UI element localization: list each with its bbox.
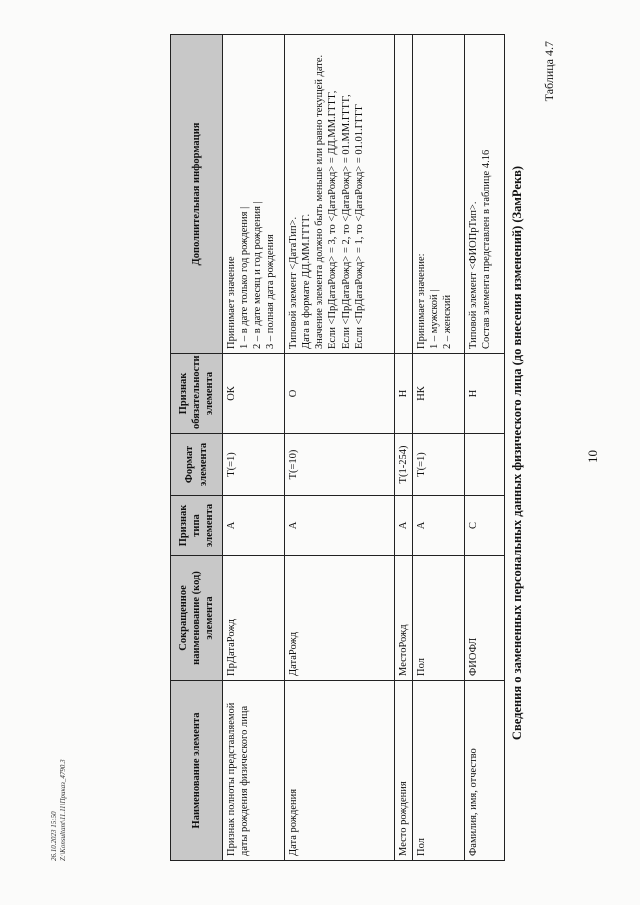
- info-line: Состав элемента представлен в таблице 4.16: [481, 149, 493, 349]
- info-line: 2 – женский: [442, 294, 454, 349]
- cell-code: ФИОФЛ: [465, 556, 505, 681]
- cell-type: С: [465, 496, 505, 556]
- cell-format: Т(=10): [285, 434, 395, 496]
- cell-required: О: [285, 354, 395, 434]
- info-line: 3 – полная дата рождения: [265, 234, 277, 349]
- info-line: Если <ПрДатаРожд> = 2, то <ДатаРожд> = 01.ММ.ГГГГ,: [340, 94, 352, 349]
- cell-name: Признак полноты представляемой даты рождения физического лица: [223, 681, 285, 861]
- cell-code: Пол: [413, 556, 465, 681]
- cell-type: А: [285, 496, 395, 556]
- info-line: Если <ПрДатаРожд> = 3, то <ДатаРожд> = ДД.ММ.ГГГГ,: [327, 90, 339, 349]
- rotated-content: [20, 23, 620, 883]
- header-info: Дополнительная информация: [171, 35, 223, 354]
- cell-code: ДатаРожд: [285, 556, 395, 681]
- cell-info: [465, 35, 505, 354]
- table-row: [465, 35, 505, 861]
- cell-info: [285, 35, 395, 354]
- info-line: Принимает значение: [226, 256, 237, 349]
- header-name: Наименование элемента: [171, 681, 223, 861]
- header-required: Признак обязательности элемента: [171, 354, 223, 434]
- cell-type: А: [395, 496, 413, 556]
- cell-name: Фамилия, имя, отчество: [465, 681, 505, 861]
- cell-name: Дата рождения: [285, 681, 395, 861]
- cell-type: А: [223, 496, 285, 556]
- cell-type: А: [413, 496, 465, 556]
- page-number: 10: [585, 450, 600, 463]
- header-code: Сокращенное наименование (код) элемента: [171, 556, 223, 681]
- cell-required: ОК: [223, 354, 285, 434]
- cell-format: [465, 434, 505, 496]
- header-row: [171, 35, 223, 861]
- table-row: [395, 35, 413, 861]
- cell-code: МестоРожд: [395, 556, 413, 681]
- info-line: Если <ПрДатаРожд> = 1, то <ДатаРожд> = 01.01.ГГГГ: [353, 104, 365, 349]
- stamp-date: 26.10.2023 15:50: [50, 811, 58, 861]
- info-line: 1 – в дате только год рождения |: [239, 206, 251, 349]
- info-line: Принимает значение:: [416, 253, 428, 349]
- cell-format: Т(=1): [413, 434, 465, 496]
- table-title: Сведения о замененных персональных данных физического лица (до внесения изменений) (ЗамРекв): [510, 165, 524, 741]
- header-format: Формат элемента: [171, 434, 223, 496]
- info-line: 2 – в дате месяц и год рождения |: [252, 201, 264, 349]
- print-stamp: [50, 759, 68, 861]
- cell-required: Н: [465, 354, 505, 434]
- cell-info: [395, 35, 413, 354]
- info-line: Значение элемента должно быть меньше или равно текущей дате.: [314, 54, 326, 349]
- info-line: Дата в формате ДД.ММ.ГГГГ.: [301, 213, 313, 349]
- stamp-path: Z:\Konsultant\11.11\Приказ_4790.3: [59, 759, 68, 861]
- info-line: Типовой элемент <ДатаТип>.: [288, 216, 299, 349]
- table-row: [413, 35, 465, 861]
- info-line: Типовой элемент <ФИОПрТип>.: [468, 201, 480, 349]
- cell-code: ПрДатаРожд: [223, 556, 285, 681]
- table-row: [285, 35, 395, 861]
- cell-name: Место рождения: [395, 681, 413, 861]
- cell-required: НК: [413, 354, 465, 434]
- data-table: [170, 34, 505, 861]
- table-row: [223, 35, 285, 861]
- header-type: Признак типа элемента: [171, 496, 223, 556]
- table-label: Таблица 4.7: [542, 41, 556, 102]
- info-line: 1 – мужской |: [429, 289, 441, 349]
- cell-required: Н: [395, 354, 413, 434]
- cell-name: Пол: [413, 681, 465, 861]
- cell-format: Т(1-254): [395, 434, 413, 496]
- cell-info: [413, 35, 465, 354]
- cell-info: [223, 35, 285, 354]
- cell-format: Т(=1): [223, 434, 285, 496]
